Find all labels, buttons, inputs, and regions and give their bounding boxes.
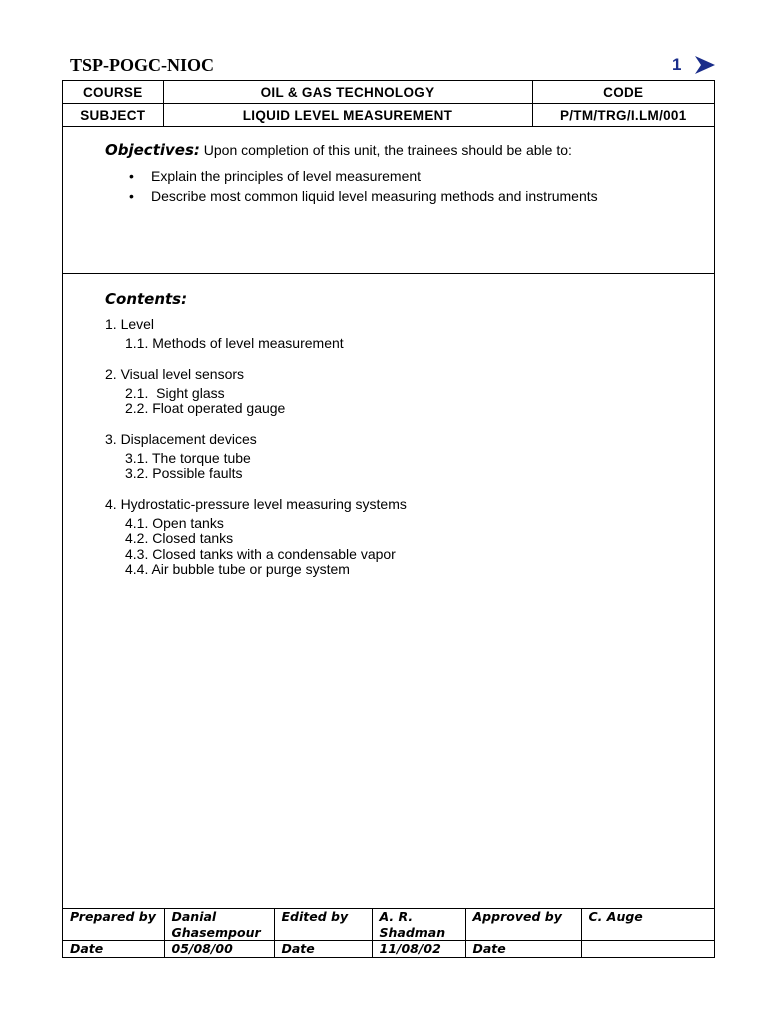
approved-by-label: Approved by (465, 909, 581, 941)
code-label: CODE (532, 81, 714, 104)
toc-section (105, 316, 407, 352)
edited-by-value: A. R. Shadman (372, 909, 465, 941)
prepared-date: 05/08/00 (164, 941, 274, 958)
date-label: Date (63, 941, 164, 958)
list-item: • Describe most common liquid level measuring methods and instruments (129, 188, 598, 208)
page-number: 1 (672, 55, 682, 74)
document-frame (62, 80, 715, 958)
objectives-list (129, 168, 598, 207)
toc-section (105, 496, 407, 578)
course-label: COURSE (63, 81, 163, 104)
approved-by-value: C. Auge (581, 909, 714, 941)
objectives-heading (105, 141, 572, 159)
toc-subsection: 2.1. Sight glass (125, 384, 225, 401)
approval-table (63, 908, 714, 957)
course-value: OIL & GAS TECHNOLOGY (163, 81, 532, 104)
objectives-intro: Upon completion of this unit, the trainees should be able to: (199, 142, 572, 158)
subject-label: SUBJECT (63, 104, 163, 127)
arrow-right-icon (694, 55, 716, 75)
section-divider (63, 273, 714, 274)
toc-section-title: 2. Visual level sensors (105, 365, 245, 382)
prepared-by-value: Danial Ghasempour (164, 909, 274, 941)
toc-subsection: 2.2. Float operated gauge (125, 400, 286, 416)
toc-subsection: 3.2. Possible faults (125, 465, 243, 481)
toc-subsection: 4.4. Air bubble tube or purge system (125, 561, 350, 577)
list-item: • Explain the principles of level measurement (129, 168, 598, 188)
toc-subsection: 3.1. The torque tube (125, 449, 251, 466)
toc-subsection: 4.1. Open tanks (125, 514, 224, 531)
course-info-table (63, 81, 714, 127)
toc-subsection: 4.3. Closed tanks with a condensable vapor (125, 545, 396, 562)
date-label: Date (465, 941, 581, 958)
prepared-by-label: Prepared by (63, 909, 164, 941)
contents-heading: Contents: (105, 290, 188, 308)
toc-section-title: 3. Displacement devices (105, 430, 257, 447)
org-name: TSP-POGC-NIOC (70, 55, 214, 75)
toc-section-title: 4. Hydrostatic-pressure level measuring systems (105, 495, 407, 512)
toc-section (105, 366, 407, 417)
edited-date: 11/08/02 (372, 941, 465, 958)
toc-subsection: 1.1. Methods of level measurement (125, 335, 344, 351)
code-value: P/TM/TRG/I.LM/001 (532, 104, 714, 127)
table-of-contents (105, 316, 407, 592)
objectives-label: Objectives: (105, 141, 200, 159)
approved-date (581, 941, 714, 958)
toc-section (105, 431, 407, 482)
date-label: Date (274, 941, 372, 958)
edited-by-label: Edited by (274, 909, 372, 941)
toc-subsection: 4.2. Closed tanks (125, 530, 234, 546)
toc-section-title: 1. Level (105, 316, 155, 332)
subject-value: LIQUID LEVEL MEASUREMENT (163, 104, 532, 127)
section-divider (63, 126, 714, 127)
